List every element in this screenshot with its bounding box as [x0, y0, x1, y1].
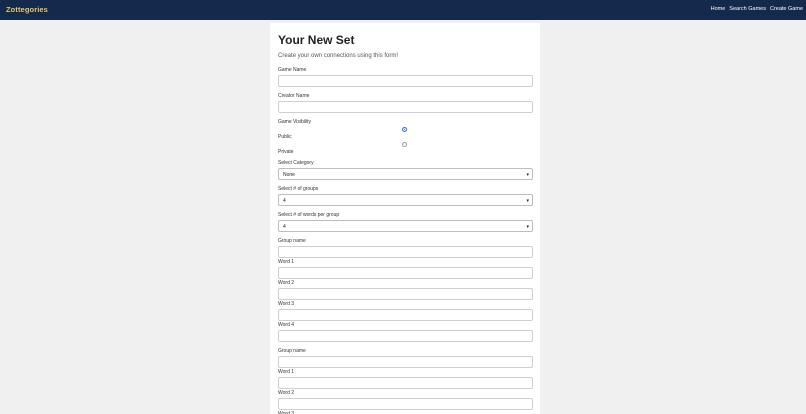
nav-home-link[interactable]: Home: [710, 6, 726, 12]
word-input[interactable]: [278, 398, 533, 410]
groups-count-label: Select # of groups: [278, 186, 319, 192]
chevron-down-icon: ▾: [526, 224, 529, 230]
nav-create-game-link[interactable]: Create Game: [769, 6, 803, 12]
creator-name-label: Creator Name: [278, 93, 310, 99]
word-label: Word 2: [278, 390, 295, 396]
words-per-group-selected-value: 4: [283, 224, 286, 230]
word-input[interactable]: [278, 267, 533, 279]
words-per-group-select[interactable]: [278, 220, 533, 232]
private-label: Private: [278, 149, 294, 155]
private-radio[interactable]: [402, 142, 407, 147]
word-label: Word 3: [278, 301, 295, 307]
page-title: Your New Set: [278, 33, 355, 47]
group-name-input[interactable]: [278, 356, 533, 368]
word-label: Word 1: [278, 259, 295, 265]
category-selected-value: None: [283, 172, 295, 178]
top-navbar: [0, 0, 806, 20]
brand-logo[interactable]: Zottegories: [6, 5, 48, 14]
chevron-down-icon: ▾: [526, 198, 529, 204]
word-label: Word 3: [278, 411, 295, 414]
group-name-label: Group name: [278, 348, 306, 354]
word-label: Word 1: [278, 369, 295, 375]
word-input[interactable]: [278, 288, 533, 300]
groups-count-selected-value: 4: [283, 198, 286, 204]
public-label: Public: [278, 134, 292, 140]
group-name-input[interactable]: [278, 246, 533, 258]
category-label: Select Category: [278, 160, 314, 166]
word-input[interactable]: [278, 330, 533, 342]
word-input[interactable]: [278, 309, 533, 321]
group-name-label: Group name: [278, 238, 306, 244]
nav-search-games-link[interactable]: Search Games: [729, 6, 766, 12]
category-select[interactable]: [278, 168, 533, 180]
creator-name-input[interactable]: [278, 101, 533, 113]
public-radio[interactable]: [402, 127, 407, 132]
words-per-group-label: Select # of words per group: [278, 212, 340, 218]
word-input[interactable]: [278, 377, 533, 389]
word-label: Word 2: [278, 280, 295, 286]
chevron-down-icon: ▾: [526, 172, 529, 178]
groups-count-select[interactable]: [278, 194, 533, 206]
nav-links: [711, 6, 803, 12]
visibility-label: Game Visibility: [278, 119, 311, 125]
page-subtitle: Create your own connections using this form!: [278, 53, 399, 59]
word-label: Word 4: [278, 322, 295, 328]
game-name-input[interactable]: [278, 75, 533, 87]
game-name-label: Game Name: [278, 67, 307, 73]
